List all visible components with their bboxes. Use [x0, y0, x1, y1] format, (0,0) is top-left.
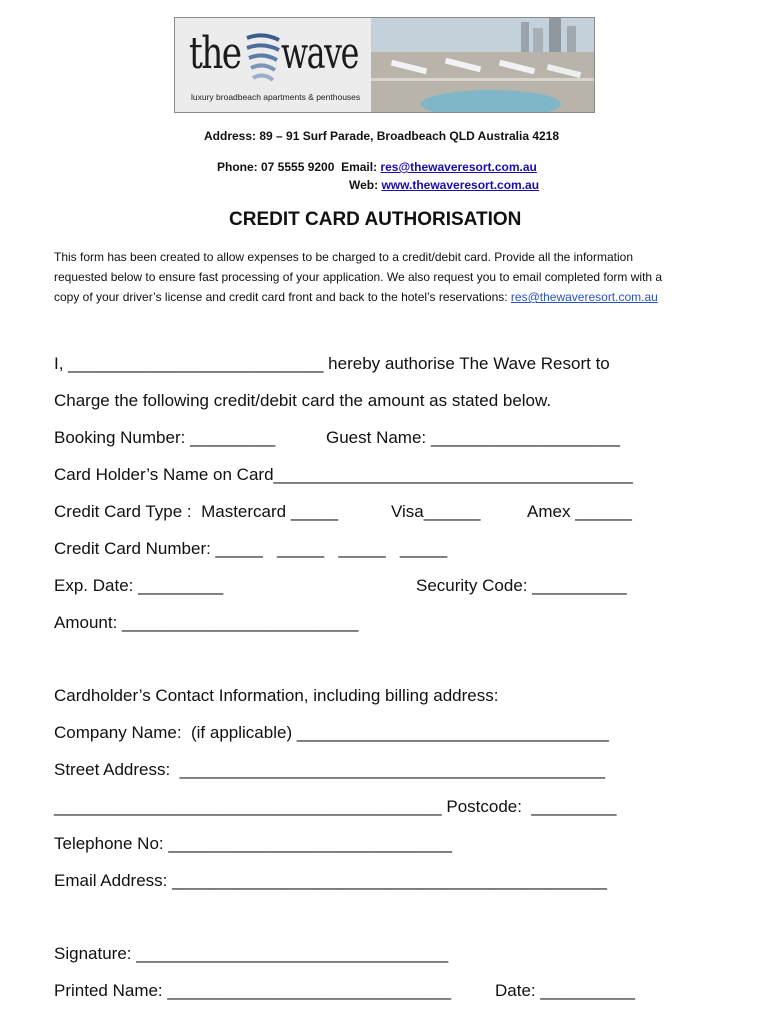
- web-link[interactable]: www.thewaveresort.com.au: [381, 178, 540, 192]
- page-title: CREDIT CARD AUTHORISATION: [229, 209, 522, 230]
- card-type-mastercard-field[interactable]: Credit Card Type : Mastercard _____: [54, 502, 339, 521]
- photo-illustration: [371, 18, 595, 113]
- rooftop-pool-photo: [371, 18, 595, 113]
- web-label: Web:: [349, 178, 382, 192]
- amount-field[interactable]: Amount: _________________________: [54, 613, 359, 632]
- logo-word-the: the: [189, 28, 241, 79]
- authorise-line[interactable]: I, ___________________________ hereby authorise The Wave Resort to: [54, 354, 610, 373]
- signature-field[interactable]: Signature: _________________________________: [54, 944, 449, 963]
- email-link[interactable]: res@thewaveresort.com.au: [380, 160, 537, 174]
- intro-email-link[interactable]: res@thewaveresort.com.au: [510, 290, 658, 304]
- telephone-field[interactable]: Telephone No: ______________________________: [54, 834, 452, 853]
- printed-name-field[interactable]: Printed Name: ______________________________: [54, 981, 452, 1000]
- phone-label: Phone: 07 5555 9200 Email:: [217, 160, 381, 174]
- booking-number-field[interactable]: Booking Number: _________: [54, 428, 276, 447]
- logo-word-wave: wave: [281, 28, 358, 79]
- charge-statement: Charge the following credit/debit card the amount as stated below.: [54, 391, 552, 410]
- address-line: Address: 89 – 91 Surf Parade, Broadbeach QLD Australia 4218: [204, 129, 560, 143]
- phone-email-line: [217, 160, 537, 174]
- cardholder-name-field[interactable]: Card Holder’s Name on Card______________________________________: [54, 465, 633, 484]
- web-line: [349, 178, 539, 192]
- company-name-field[interactable]: Company Name: (if applicable) _________________________________: [54, 723, 609, 742]
- brand-logo: [175, 18, 375, 113]
- exp-date-field[interactable]: Exp. Date: _________: [54, 576, 224, 595]
- logo-banner: [174, 17, 595, 113]
- guest-name-field[interactable]: Guest Name: ____________________: [326, 428, 620, 447]
- intro-line-3-text: copy of your driver’s license and credit card front and back to the hotel’s reservations:: [54, 290, 511, 304]
- street-address-postcode-field[interactable]: _________________________________________ Postcode: _________: [54, 797, 617, 816]
- wave-logo-icon: [243, 30, 283, 86]
- intro-line-1: This form has been created to allow expenses to be charged to a credit/debit card. Provide all the information: [54, 250, 633, 264]
- card-type-amex-field[interactable]: Amex ______: [527, 502, 632, 521]
- date-field[interactable]: Date: __________: [495, 981, 635, 1000]
- card-type-visa-field[interactable]: Visa______: [391, 502, 481, 521]
- intro-line-2: requested below to ensure fast processing of your application. We also request you to email completed form with a: [54, 270, 663, 284]
- contact-info-heading: Cardholder’s Contact Information, including billing address:: [54, 686, 499, 705]
- street-address-field[interactable]: Street Address: _____________________________________________: [54, 760, 606, 779]
- intro-line-3: [54, 287, 658, 307]
- email-address-field[interactable]: Email Address: ______________________________________________: [54, 871, 608, 890]
- security-code-field[interactable]: Security Code: __________: [416, 576, 627, 595]
- card-number-field[interactable]: Credit Card Number: _____ _____ _____ _____: [54, 539, 448, 558]
- logo-tagline: luxury broadbeach apartments & penthouses: [191, 92, 361, 102]
